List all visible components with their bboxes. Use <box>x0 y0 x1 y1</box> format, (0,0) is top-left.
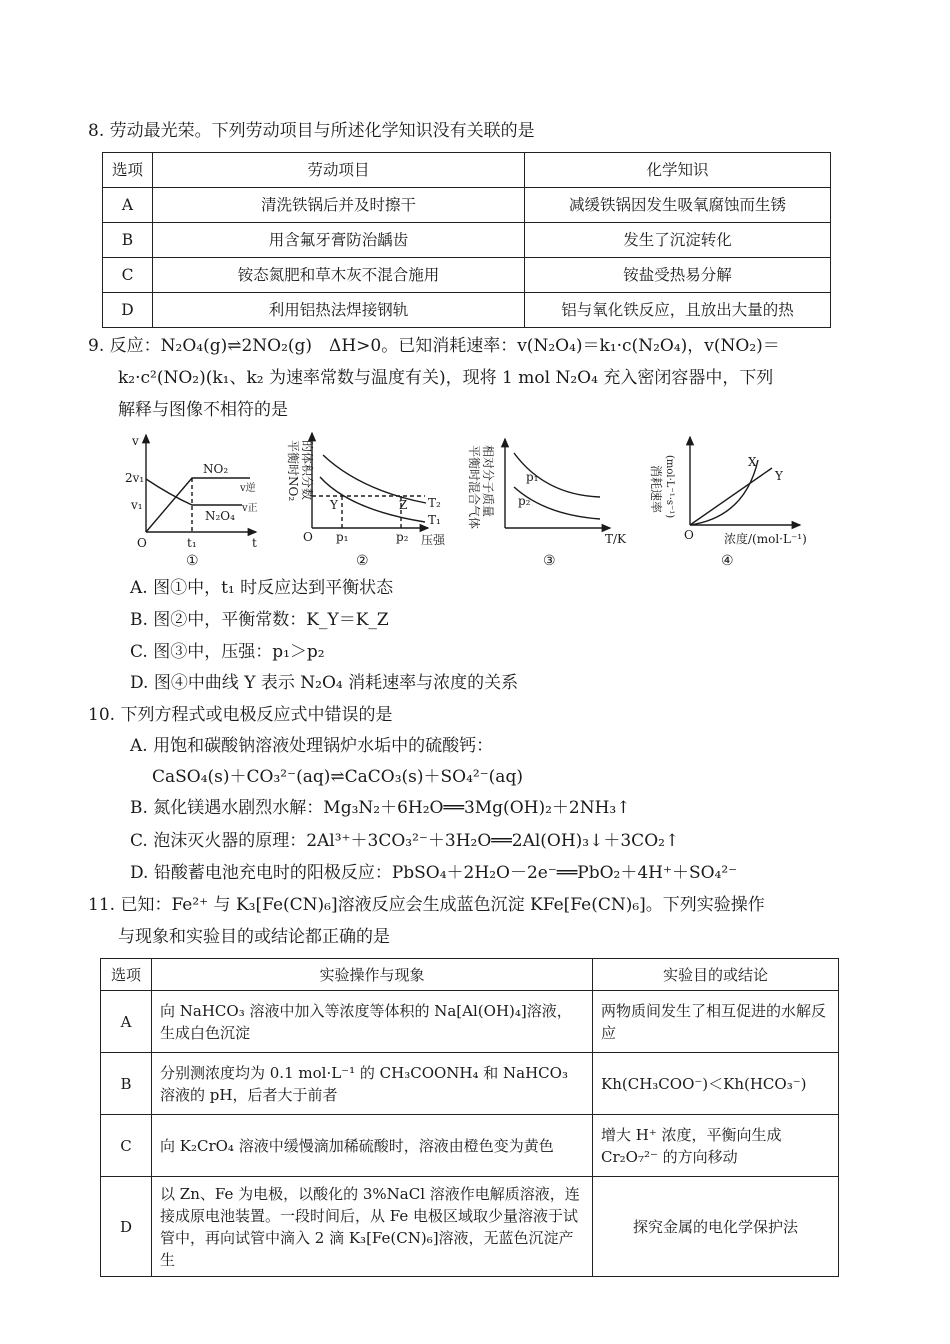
cell: 分别测浓度均为 0.1 mol·L⁻¹ 的 CH₃COONH₄ 和 NaHCO₃ 溶液的 pH，后者大于前者 <box>152 1053 593 1115</box>
q9-option-c: C. 图③中，压强：p₁＞p₂ <box>130 642 325 662</box>
table-row <box>103 223 831 258</box>
cell: Kh(CH₃COO⁻)＜Kh(HCO₃⁻) <box>593 1053 839 1115</box>
axis-label: 浓度/(mol·L⁻¹) <box>724 532 807 546</box>
cell: 铵态氮肥和草木灰不混合施用 <box>153 258 525 293</box>
q9-option-d: D. 图④中曲线 Y 表示 N₂O₄ 消耗速率与浓度的关系 <box>130 673 519 693</box>
axis-label: 消耗速率 <box>649 465 663 514</box>
curve-label: p₁ <box>526 470 539 484</box>
table-row <box>103 293 831 328</box>
q10-option-b: B. 氮化镁遇水剧烈水解：Mg₃N₂＋6H₂O══3Mg(OH)₂＋2NH₃↑ <box>130 798 631 818</box>
cell: C <box>103 258 153 293</box>
curve-label: v正 <box>242 503 258 514</box>
q11-line: 与现象和实验目的或结论都正确的是 <box>118 927 390 947</box>
axis-label: 压强 <box>421 533 446 547</box>
q10-equation: CaSO₄(s)＋CO₃²⁻(aq)⇌CaCO₃(s)＋SO₄²⁻(aq) <box>152 767 523 787</box>
table-row <box>103 188 831 223</box>
origin-label: O <box>303 530 313 544</box>
tick-label: v₁ <box>131 498 143 512</box>
figure-number: ② <box>356 553 369 569</box>
q11-header: 选项 <box>101 959 152 991</box>
q11-header: 实验目的或结论 <box>593 959 839 991</box>
cell: 铵盐受热易分解 <box>525 258 831 293</box>
q9-option-b: B. 图②中，平衡常数：K_Y＝K_Z <box>130 610 389 630</box>
cell: 两物质间发生了相互促进的水解反应 <box>593 991 839 1053</box>
curve-label: N₂O₄ <box>205 509 235 523</box>
table-row <box>101 1115 839 1177</box>
figure-4 <box>690 437 800 525</box>
axis-label: 平衡时NO₂ <box>286 440 300 502</box>
cell: 探究金属的电化学保护法 <box>593 1177 839 1277</box>
table-row <box>101 991 839 1053</box>
q10-option-a: A. 用饱和碳酸钠溶液处理锅炉水垢中的硫酸钙： <box>130 736 494 756</box>
q10-option-c: C. 泡沫灭火器的原理：2Al³⁺＋3CO₃²⁻＋3H₂O══2Al(OH)₃↓＋3CO₂↑ <box>130 831 680 851</box>
q11-line: 11. 已知：Fe²⁺ 与 K₃[Fe(CN)₆]溶液反应会生成蓝色沉淀 KFe[Fe(CN)₆]。下列实验操作 <box>88 895 765 915</box>
cell: 向 NaHCO₃ 溶液中加入等浓度等体积的 Na[Al(OH)₄]溶液，生成白色沉淀 <box>152 991 593 1053</box>
curve-label: Y <box>775 469 783 483</box>
table-row <box>101 1177 839 1277</box>
q9-line: 解释与图像不相符的是 <box>118 400 288 420</box>
q8-header: 选项 <box>103 153 153 188</box>
q11-table <box>100 958 839 1277</box>
cell: 减缓铁锅因发生吸氧腐蚀而生锈 <box>525 188 831 223</box>
table-row <box>103 258 831 293</box>
axis-label: T/K <box>605 532 627 546</box>
curve-label: X <box>748 455 757 469</box>
figure-number: ④ <box>721 553 734 569</box>
cell: 用含氟牙膏防治龋齿 <box>153 223 525 258</box>
cell: A <box>101 991 152 1053</box>
cell: 以 Zn、Fe 为电极，以酸化的 3%NaCl 溶液作电解质溶液，连接成原电池装置。一段时间后，从 Fe 电极区域取少量溶液于试管中，再向试管中滴入 2 滴 K₃[Fe(CN)₆]溶液，无蓝色沉淀产生 <box>152 1177 593 1277</box>
q9-option-a: A. 图①中，t₁ 时反应达到平衡状态 <box>130 578 394 598</box>
cell: 利用铝热法焊接钢轨 <box>153 293 525 328</box>
point-label: Z <box>399 498 408 512</box>
axis-label: (mol·L⁻¹·s⁻¹) <box>664 455 675 519</box>
curve-label: T₁ <box>428 513 441 527</box>
curve-label: v逆 <box>240 483 256 494</box>
cell: B <box>103 223 153 258</box>
figure-3 <box>505 439 610 528</box>
tick-label: t₁ <box>187 536 197 550</box>
y-line <box>690 468 772 525</box>
q10-option-d: D. 铅酸蓄电池充电时的阳极反应：PbSO₄＋2H₂O－2e⁻══PbO₂＋4H⁺＋SO₄²⁻ <box>130 863 738 883</box>
x-curve <box>690 460 758 525</box>
axis-label: v <box>132 434 139 448</box>
tick-label: p₂ <box>396 530 409 544</box>
q11-header: 实验操作与现象 <box>152 959 593 991</box>
origin-label: O <box>684 528 694 542</box>
axis-label: 相对分子质量 <box>481 445 495 518</box>
q8-table <box>102 152 831 328</box>
cell: 向 K₂CrO₄ 溶液中缓慢滴加稀硫酸时，溶液由橙色变为黄色 <box>152 1115 593 1177</box>
origin-label: O <box>137 536 147 550</box>
q10-stem: 10. 下列方程式或电极反应式中错误的是 <box>88 705 393 725</box>
curve-label: p₂ <box>518 494 531 508</box>
curve-label: NO₂ <box>203 462 229 476</box>
cell: B <box>101 1053 152 1115</box>
cell: C <box>101 1115 152 1177</box>
n2o4-curve <box>146 479 242 505</box>
cell: 发生了沉淀转化 <box>525 223 831 258</box>
tick-label: p₁ <box>336 530 349 544</box>
axis-label: t <box>252 536 257 550</box>
q9-figures <box>0 425 950 575</box>
q9-line: 9. 反应：N₂O₄(g)⇌2NO₂(g) ΔH>0。已知消耗速率：v(N₂O₄)＝k₁·c(N₂O₄)，v(NO₂)＝ <box>88 336 780 356</box>
curve-label: T₂ <box>428 496 441 510</box>
cell: 铝与氧化铁反应，且放出大量的热 <box>525 293 831 328</box>
cell: 清洗铁锅后并及时擦干 <box>153 188 525 223</box>
figure-number: ③ <box>543 553 556 569</box>
point-label: Y <box>330 498 338 512</box>
q8-header: 化学知识 <box>525 153 831 188</box>
q8-header: 劳动项目 <box>153 153 525 188</box>
table-row <box>101 1053 839 1115</box>
q9-line: k₂·c²(NO₂)(k₁、k₂ 为速率常数与温度有关)，现将 1 mol N₂O₄ 充入密闭容器中，下列 <box>118 368 774 388</box>
q8-stem: 8. 劳动最光荣。下列劳动项目与所述化学知识没有关联的是 <box>88 121 535 141</box>
cell: A <box>103 188 153 223</box>
cell: 增大 H⁺ 浓度，平衡向生成 Cr₂O₇²⁻ 的方向移动 <box>593 1115 839 1177</box>
figure-2 <box>312 433 428 528</box>
cell: D <box>103 293 153 328</box>
figure-number: ① <box>186 553 199 569</box>
tick-label: 2v₁ <box>125 471 145 485</box>
cell: D <box>101 1177 152 1277</box>
axis-label: 平衡时混合气体 <box>467 445 481 530</box>
axis-label: 的体积分数 <box>300 440 314 501</box>
